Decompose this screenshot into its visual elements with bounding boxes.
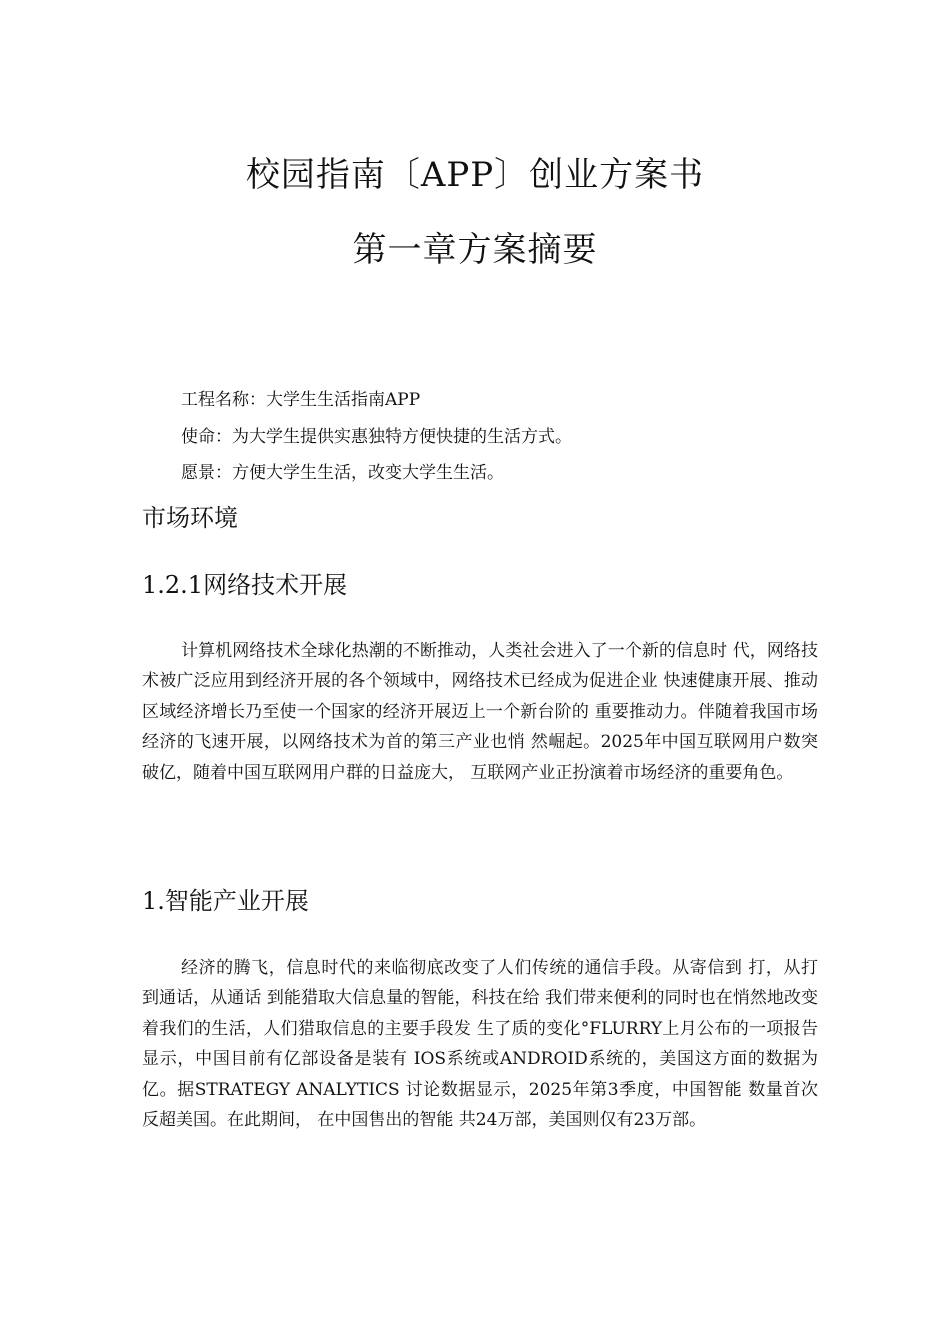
section-heading-network-tech: 1.2.1网络技术开展 xyxy=(142,571,348,599)
section-heading-market-environment: 市场环境 xyxy=(142,504,238,532)
section-heading-smart-industry: 1.智能产业开展 xyxy=(142,887,309,915)
chapter-title: 第一章方案摘要 xyxy=(352,230,598,270)
mission-line: 使命：为大学生提供实惠独特方便快捷的生活方式。 xyxy=(181,427,572,447)
paragraph-smart-industry: 经济的腾飞，信息时代的来临彻底改变了人们传统的通信手段。从寄信到 打，从打 到通话，从通话 到能猎取大信息量的智能，科技在给 我们带来便利的同时也在悄然地改变着我们的生活，人们猎取信息的主要手段发 生了质的变化°FLURRY上月公布的一项报告显示，中国目前有亿部设备是装有 IOS系统或ANDROID系统的，美国这方面的数据为亿。据STRATEGY ANALYTICS 讨论数据显示，2025年第3季度，中国智能 数量首次反超美国。在此期间， 在中国售出的智能 共24万部，美国则仅有23万部。 xyxy=(142,958,818,1131)
vision-line: 愿景：方便大学生生活，改变大学生生活。 xyxy=(181,463,504,483)
project-name-line: 工程名称：大学生生活指南APP xyxy=(181,390,421,410)
document-title: 校园指南〔APP〕创业方案书 xyxy=(245,155,705,195)
paragraph-network-tech: 计算机网络技术全球化热潮的不断推动，人类社会进入了一个新的信息时 代，网络技术被广泛应用到经济开展的各个领域中，网络技术已经成为促进企业 快速健康开展、推动区域经济增长乃至使一个国家的经济开展迈上一个新台阶的 重要推动力。伴随着我国市场经济的飞速开展，以网络技术为首的第三产业也悄 然崛起。2025年中国互联网用户数突破亿，随着中国互联网用户群的日益庞大， 互联网产业正扮演着市场经济的重要角色。 xyxy=(142,641,818,783)
